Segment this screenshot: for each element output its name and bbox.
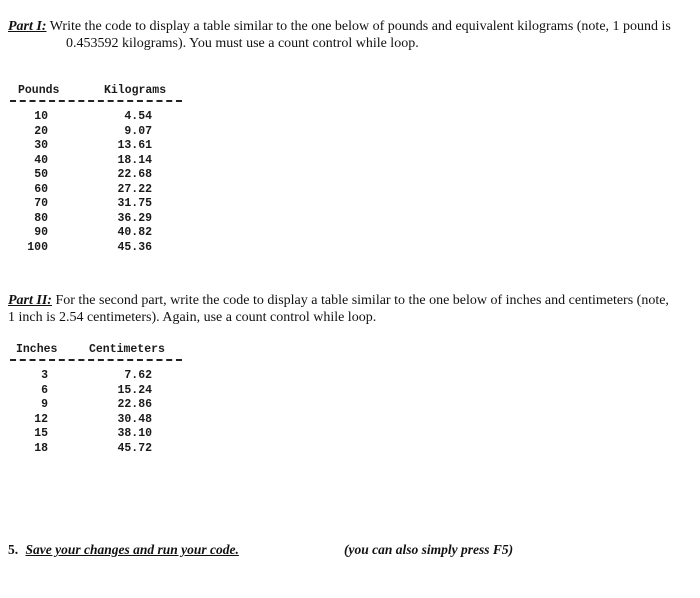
table-cell-right: 18.14 xyxy=(117,153,152,167)
table-cell-right: 13.61 xyxy=(117,139,152,152)
table-cell-left: 18 xyxy=(34,441,48,455)
table-cell-left: 50 xyxy=(34,168,48,181)
table-cell-left: 60 xyxy=(34,182,48,196)
part1-text-line2: 0.453592 kilograms). You must use a count control while loop. xyxy=(66,36,419,51)
table-cell-left: 70 xyxy=(34,197,48,210)
inches-header: Inches xyxy=(16,343,58,356)
table-cell-right: 22.86 xyxy=(117,398,152,411)
table-cell-right: 15.24 xyxy=(117,383,152,397)
table-cell-right: 38.10 xyxy=(117,427,152,440)
table-cell-left: 12 xyxy=(34,412,48,426)
centimeters-header: Centimeters xyxy=(89,343,165,356)
table-cell-right: 30.48 xyxy=(117,412,152,426)
part2-label: Part II: xyxy=(8,293,52,308)
table-divider xyxy=(10,359,182,361)
part2-text-line1: For the second part, write the code to display a table similar to the one below of inches and centimeters (note, xyxy=(55,293,669,308)
table-cell-right: 40.82 xyxy=(117,226,152,239)
footer-step xyxy=(8,542,698,558)
table-cell-right: 9.07 xyxy=(124,124,152,138)
shortcut-note: (you can also simply press F5) xyxy=(344,542,514,557)
table-cell-right: 27.22 xyxy=(117,182,152,196)
part1-text-line1: Write the code to display a table similar to the one below of pounds and equivalent kilograms (note, 1 pound is xyxy=(49,19,671,34)
table-cell-left: 90 xyxy=(34,226,48,239)
table-cell-left: 80 xyxy=(34,211,48,225)
table-cell-left: 40 xyxy=(34,153,48,167)
table-divider xyxy=(10,100,182,102)
part2-text-line2: 1 inch is 2.54 centimeters). Again, use a count control while loop. xyxy=(8,310,377,325)
pounds-kilograms-table xyxy=(10,84,185,264)
table-cell-left: 20 xyxy=(34,124,48,138)
step-number: 5. xyxy=(8,542,19,557)
table-cell-left: 100 xyxy=(27,240,48,254)
table-cell-left: 6 xyxy=(41,383,48,397)
table-cell-right: 4.54 xyxy=(124,110,152,123)
kilograms-header: Kilograms xyxy=(104,84,167,97)
inches-centimeters-table xyxy=(10,343,185,473)
table-cell-right: 45.72 xyxy=(117,441,152,455)
table-cell-left: 3 xyxy=(41,369,48,382)
table-cell-left: 9 xyxy=(41,398,48,411)
table-cell-right: 36.29 xyxy=(117,211,152,225)
part1-instructions xyxy=(8,18,698,52)
table-cell-right: 45.36 xyxy=(117,240,152,254)
save-and-run-link[interactable]: Save your changes and run your code. xyxy=(25,542,239,557)
table-cell-left: 15 xyxy=(34,427,48,440)
table-cell-right: 22.68 xyxy=(117,168,152,181)
pounds-header: Pounds xyxy=(18,84,60,97)
part1-label: Part I: xyxy=(8,19,47,34)
table-cell-left: 10 xyxy=(34,110,48,123)
table-cell-right: 7.62 xyxy=(124,369,152,382)
table-cell-right: 31.75 xyxy=(117,197,152,210)
part2-instructions xyxy=(8,292,698,326)
table-cell-left: 30 xyxy=(34,139,48,152)
